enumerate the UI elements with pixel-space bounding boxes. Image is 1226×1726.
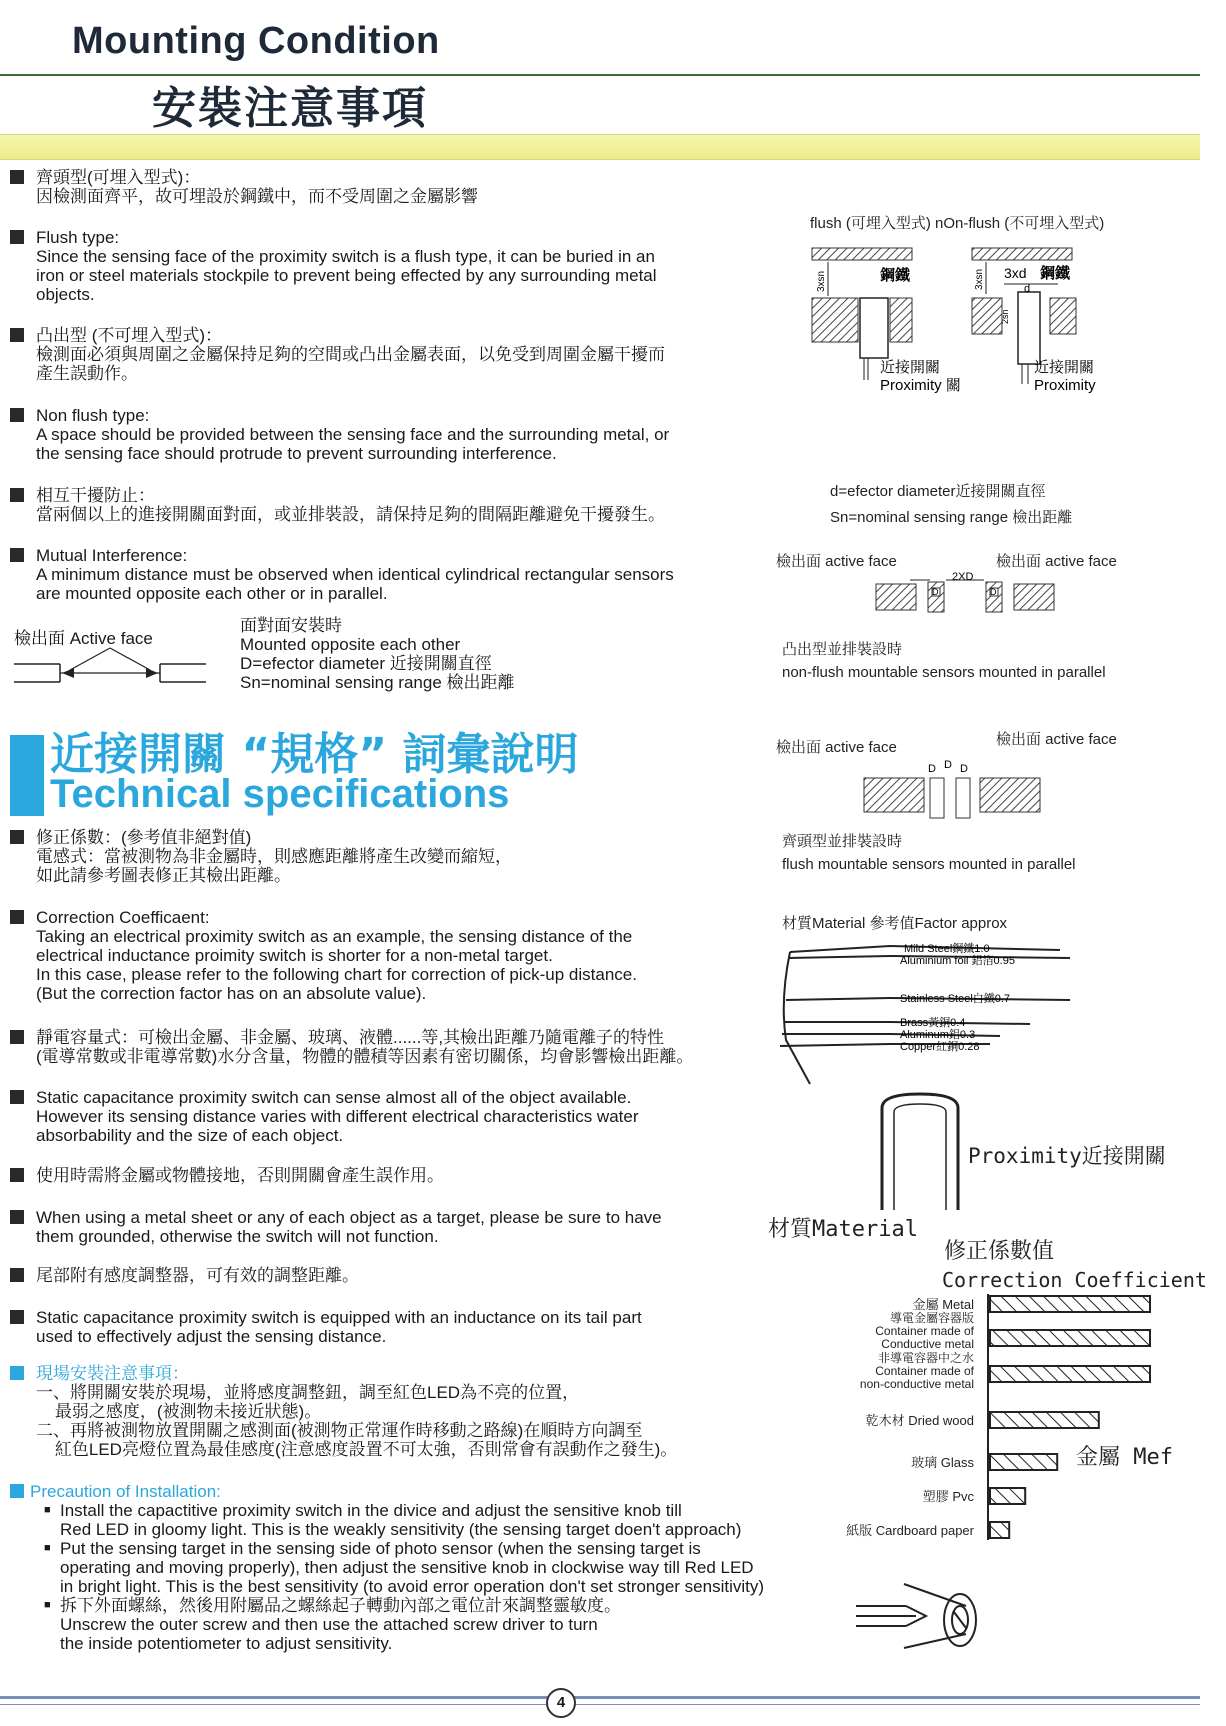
correction-zh-section [10,828,770,885]
heading: Non flush type: [36,406,150,425]
nonflush-parallel-en: non-flush mountable sensors mounted in parallel [782,664,1106,681]
text: ■ Put the sensing target in the sensing side of photo sensor (when the sensing target is [60,1539,701,1558]
prox-en-label-2: Proximity [1034,377,1096,394]
text: Red LED in gloomy light. This is the weakly sensitivity (the sensing target doen't approach) [60,1520,742,1539]
text: 最弱之感度，(被測物未接近狀態)。 [36,1402,322,1421]
d-label-a: D [932,587,939,597]
heading: Correction Coefficaent: [36,908,210,927]
mutual-en-section [10,546,770,603]
material-copper: Copper紅銅0.28 [900,1041,980,1053]
label-line: 紙版 Cardboard paper [846,1523,974,1538]
page-title-zh: 安裝注意事項 [152,83,428,134]
mutual-zh-section [10,486,770,524]
text: absorbability and the size of each object. [36,1126,344,1145]
line: Mounted opposite each other [240,635,461,654]
square-bullet-icon [10,910,24,924]
coefficient-bar [990,1488,1025,1504]
label-line: Container made of [875,1324,974,1338]
text: However its sensing distance varies with different electrical characteristics water [36,1107,639,1126]
label-line: Conductive metal [881,1337,974,1351]
text: Static capacitance proximity switch can sense almost all of the object available. [36,1088,632,1107]
flush-en-section [10,228,770,304]
coefficient-bar-chart [800,1294,1160,1538]
opposite-mount-diagram [10,646,210,692]
coefficient-bars [984,1294,1160,1544]
text: the sensing face should protrude to prevent surrounding interference. [36,444,557,463]
coefficient-bar [990,1296,1150,1312]
active-face-label-3: 檢出面 active face [776,739,897,756]
header-band [0,134,1200,160]
text: 因檢測面齊平，故可埋設於鋼鐵中，而不受周圍之金屬影響 [36,187,478,206]
label-line: 乾木材 Dried wood [865,1413,974,1428]
screwdriver-sketch [856,1576,986,1656]
page-title: Mounting Condition [72,20,440,62]
heading: 相互干擾防止： [36,486,155,505]
correction-en-section [10,908,770,1003]
square-bullet-icon [10,328,24,342]
text: When using a metal sheet or any of each object as a target, please be sure to have [36,1208,662,1227]
square-bullet-icon [10,830,24,844]
text: Unscrew the outer screw and then use the attached screw driver to turn [60,1615,598,1634]
text: them grounded, otherwise the switch will not function. [36,1227,439,1246]
three-sn-label: 3xsn [816,270,827,292]
label-line: 非導電容器中之水 [877,1351,974,1365]
coefficient-bar [990,1330,1150,1346]
square-bullet-icon [10,170,24,184]
square-bullet-icon [10,1268,24,1282]
sn-definition: Sn=nominal sensing range 檢出距離 [830,509,1073,526]
square-bullet-icon [10,488,24,502]
proximity-label: Proximity近接開關 [968,1144,1166,1168]
text: iron or steel materials stockpile to prevent being effected by any surrounding metal [36,266,657,285]
heading: 齊頭型(可埋入型式)： [36,168,201,187]
square-bullet-icon [10,1210,24,1224]
nonflush-parallel-zh: 凸出型並排裝設時 [782,641,903,658]
bar-label-pvc [923,1486,974,1505]
nonflush-zh-section [10,326,770,383]
heading: Flush type: [36,228,120,247]
material-header: 材質Material 參考值Factor approx [782,915,1008,932]
material-label: 材質Material [768,1217,918,1242]
tech-heading-en [10,772,509,817]
nonflush-en-section [10,406,770,463]
static-zh-section [10,1028,800,1066]
footer-line [0,1704,1200,1705]
material-brass: Brass黃銅0.4 [900,1017,966,1029]
text: 檢測面必須與周圍之金屬保持足夠的空間或凸出金屬表面，以免受到周圍金屬干擾而 [36,345,665,364]
three-d-label: 3xd [1004,265,1027,281]
text: 使用時需將金屬或物體接地，否則開關會產生誤作用。 [36,1166,444,1185]
precaution-section [10,1482,840,1653]
square-bullet-icon [10,1030,24,1044]
text: 紅色LED亮燈位置為最佳感度(注意感度設置不可太強，否則常會有誤動作之發生)。 [36,1440,678,1459]
heading: 現場安裝注意事項： [36,1364,189,1383]
heading: Precaution of Installation: [30,1482,221,1501]
coefficient-bar [990,1412,1099,1428]
d-label-d: D [944,759,952,771]
text: A minimum distance must be observed when identical cylindrical rectangular sensors [36,565,674,584]
text: 電感式：當被測物為非金屬時，則感應距離將產生改變而縮短， [36,847,512,866]
coefficient-bar [990,1522,1009,1538]
nonflush-parallel-diagram [870,572,1060,618]
square-bullet-icon [10,1310,24,1324]
text: Taking an electrical proximity switch as an example, the sensing distance of the [36,927,633,946]
three-sn-label-2: 3xsn [974,268,985,290]
d-definition: d=efector diameter近接開關直徑 [830,483,1046,500]
text: 二、再將被測物放置開關之感測面(被測物正常運作時移動之路線)在順時方向調至 [36,1421,643,1440]
active-face-label-2: 檢出面 active face [996,553,1117,570]
tail-zh-section [10,1266,770,1285]
flush-parallel-diagram [860,758,1050,820]
heading: 凸出型 (不可埋入型式)： [36,326,223,345]
coef-zh-label: 修正係數值 [944,1239,1055,1264]
heading-text: Technical specifications [50,772,510,816]
text: 靜電容量式：可檢出金屬、非金屬、玻璃、液體......等,其檢出距離乃隨電離子的特性 [36,1028,665,1047]
label-line: non-conductive metal [859,1377,974,1391]
proximity-sketch [876,1090,966,1210]
d-label: d [1024,283,1031,295]
d-label-e: D [960,763,968,775]
bar-label-water [860,1352,974,1391]
blue-square-icon [10,1366,24,1380]
label-line: 導電金屬容器版 [889,1311,974,1325]
two-xd-label: 2XD [952,572,974,583]
bar-label-conductive [875,1312,974,1351]
text: are mounted opposite each other or in parallel. [36,584,388,603]
opposite-text [240,616,515,692]
square-bullet-icon [10,408,24,422]
label-line: Container made of [875,1364,974,1378]
site-install-section [10,1364,800,1459]
material-aluminium-foil: Aluminium foil 鋁箔0.95 [900,955,1015,967]
two-sn-label: 2sn [1000,309,1010,324]
square-bullet-icon [10,1168,24,1182]
line: Sn=nominal sensing range 檢出距離 [240,673,515,692]
flush-header: flush (可埋入型式) nOn-flush (不可埋入型式) [810,215,1105,232]
footer-line [0,1696,1200,1699]
static-en-section [10,1088,770,1145]
ground-zh-section [10,1166,770,1185]
text: ■ 拆下外面螺絲，然後用附屬品之螺絲起子轉動內部之電位計來調整靈敏度。 [60,1596,621,1615]
text: Since the sensing face of the proximity switch is a flush type, it can be buried in an [36,247,655,266]
heading-text: 近接開關 “規格” 詞彙說明 [50,729,579,780]
text: 尾部附有感度調整器，可有效的調整距離。 [36,1266,359,1285]
text: electrical inductance proimity switch is shorter for a non-metal target. [36,946,553,965]
material-aluminum: Aluminum鋁0.3 [900,1029,976,1041]
square-bullet-icon [10,1090,24,1104]
label-line: 玻璃 Glass [911,1455,974,1470]
blue-square-icon [10,1484,24,1498]
precaution-bullet [44,1596,840,1653]
material-stainless: Stainless Steel白鐵0.7 [900,993,1011,1005]
label-line: 塑膠 Pvc [922,1489,974,1504]
tail-en-section [10,1308,770,1346]
text: used to effectively adjust the sensing distance. [36,1327,387,1346]
flush-zh-section [10,168,770,206]
flush-parallel-zh: 齊頭型並排裝設時 [782,833,903,850]
active-face-label-1: 檢出面 active face [776,553,897,570]
d-label-b: D [990,587,997,597]
text: Static capacitance proximity switch is equipped with an inductance on its tail part [36,1308,642,1327]
bar-label-cardboard [846,1520,974,1539]
text: ■ Install the capactitive proximity switch in the divice and adjust the sensitive knob till [60,1501,682,1520]
d-label-c: D [928,763,936,775]
text: in bright light. This is the best sensitivity (to avoid error operation don't set stronger sensitivity) [60,1577,765,1596]
square-bullet-icon [10,230,24,244]
square-bullet-icon [10,548,24,562]
active-face-label-4: 檢出面 active face [996,731,1117,748]
text: operating and moving properly), then adjust the sensitive knob in clockwise way till Red LED [60,1558,754,1577]
steel-label-2: 鋼鐵 [1040,265,1071,282]
coefficient-bar [990,1454,1057,1470]
text: 產生誤動作。 [36,364,138,383]
label-line: 金屬 Metal [912,1297,974,1312]
prox-en-label: Proximity 關 [880,377,961,394]
metal-mef-label: 金屬 Mef [1076,1445,1173,1470]
text: the inside potentiometer to adjust sensitivity. [60,1634,393,1653]
text: (But the correction factor has on an absolute value). [36,984,427,1003]
text: A space should be provided between the sensing face and the surrounding metal, or [36,425,670,444]
heading: 修正係數：(參考值非絕對值) [36,828,252,847]
text: 一、將開關安裝於現場，並將感度調整鈕，調至紅色LED為不亮的位置， [36,1383,580,1402]
text: (電導常數或非電導常數)水分含量，物體的體積等因素有密切關係，均會影響檢出距離。 [36,1047,694,1066]
ground-en-section [10,1208,770,1246]
bar-label-glass [911,1452,974,1471]
flush-nonflush-diagram [808,244,1108,410]
page-number: 4 [546,1688,576,1718]
text: In this case, please refer to the following chart for correction of pick-up distance. [36,965,637,984]
coef-en-label: Correction Coefficient [942,1268,1207,1292]
active-face-label: 檢出面 Active face [14,629,153,648]
material-mild-steel: Mild Steel鋼鐵1.0 [904,943,990,955]
line: 面對面安裝時 [240,616,342,635]
text: 當兩個以上的進接開關面對面，或並排裝設，請保持足夠的間隔距離避免干擾發生。 [36,505,665,524]
prox-zh-label: 近接開關 [880,359,941,376]
precaution-bullet [44,1501,840,1539]
blue-bar-icon [10,776,44,816]
coefficient-bar [990,1366,1150,1382]
steel-label: 鋼鐵 [880,267,911,284]
line: D=efector diameter 近接開關直徑 [240,654,492,673]
bar-label-wood [866,1410,974,1429]
heading: Mutual Interference: [36,546,188,565]
prox-zh-label-2: 近接開關 [1034,359,1095,376]
material-factor-diagram [770,940,1080,1090]
text: objects. [36,285,95,304]
flush-parallel-en: flush mountable sensors mounted in parallel [782,856,1076,873]
text: 如此請參考圖表修正其檢出距離。 [36,866,291,885]
precaution-bullet [44,1539,840,1596]
